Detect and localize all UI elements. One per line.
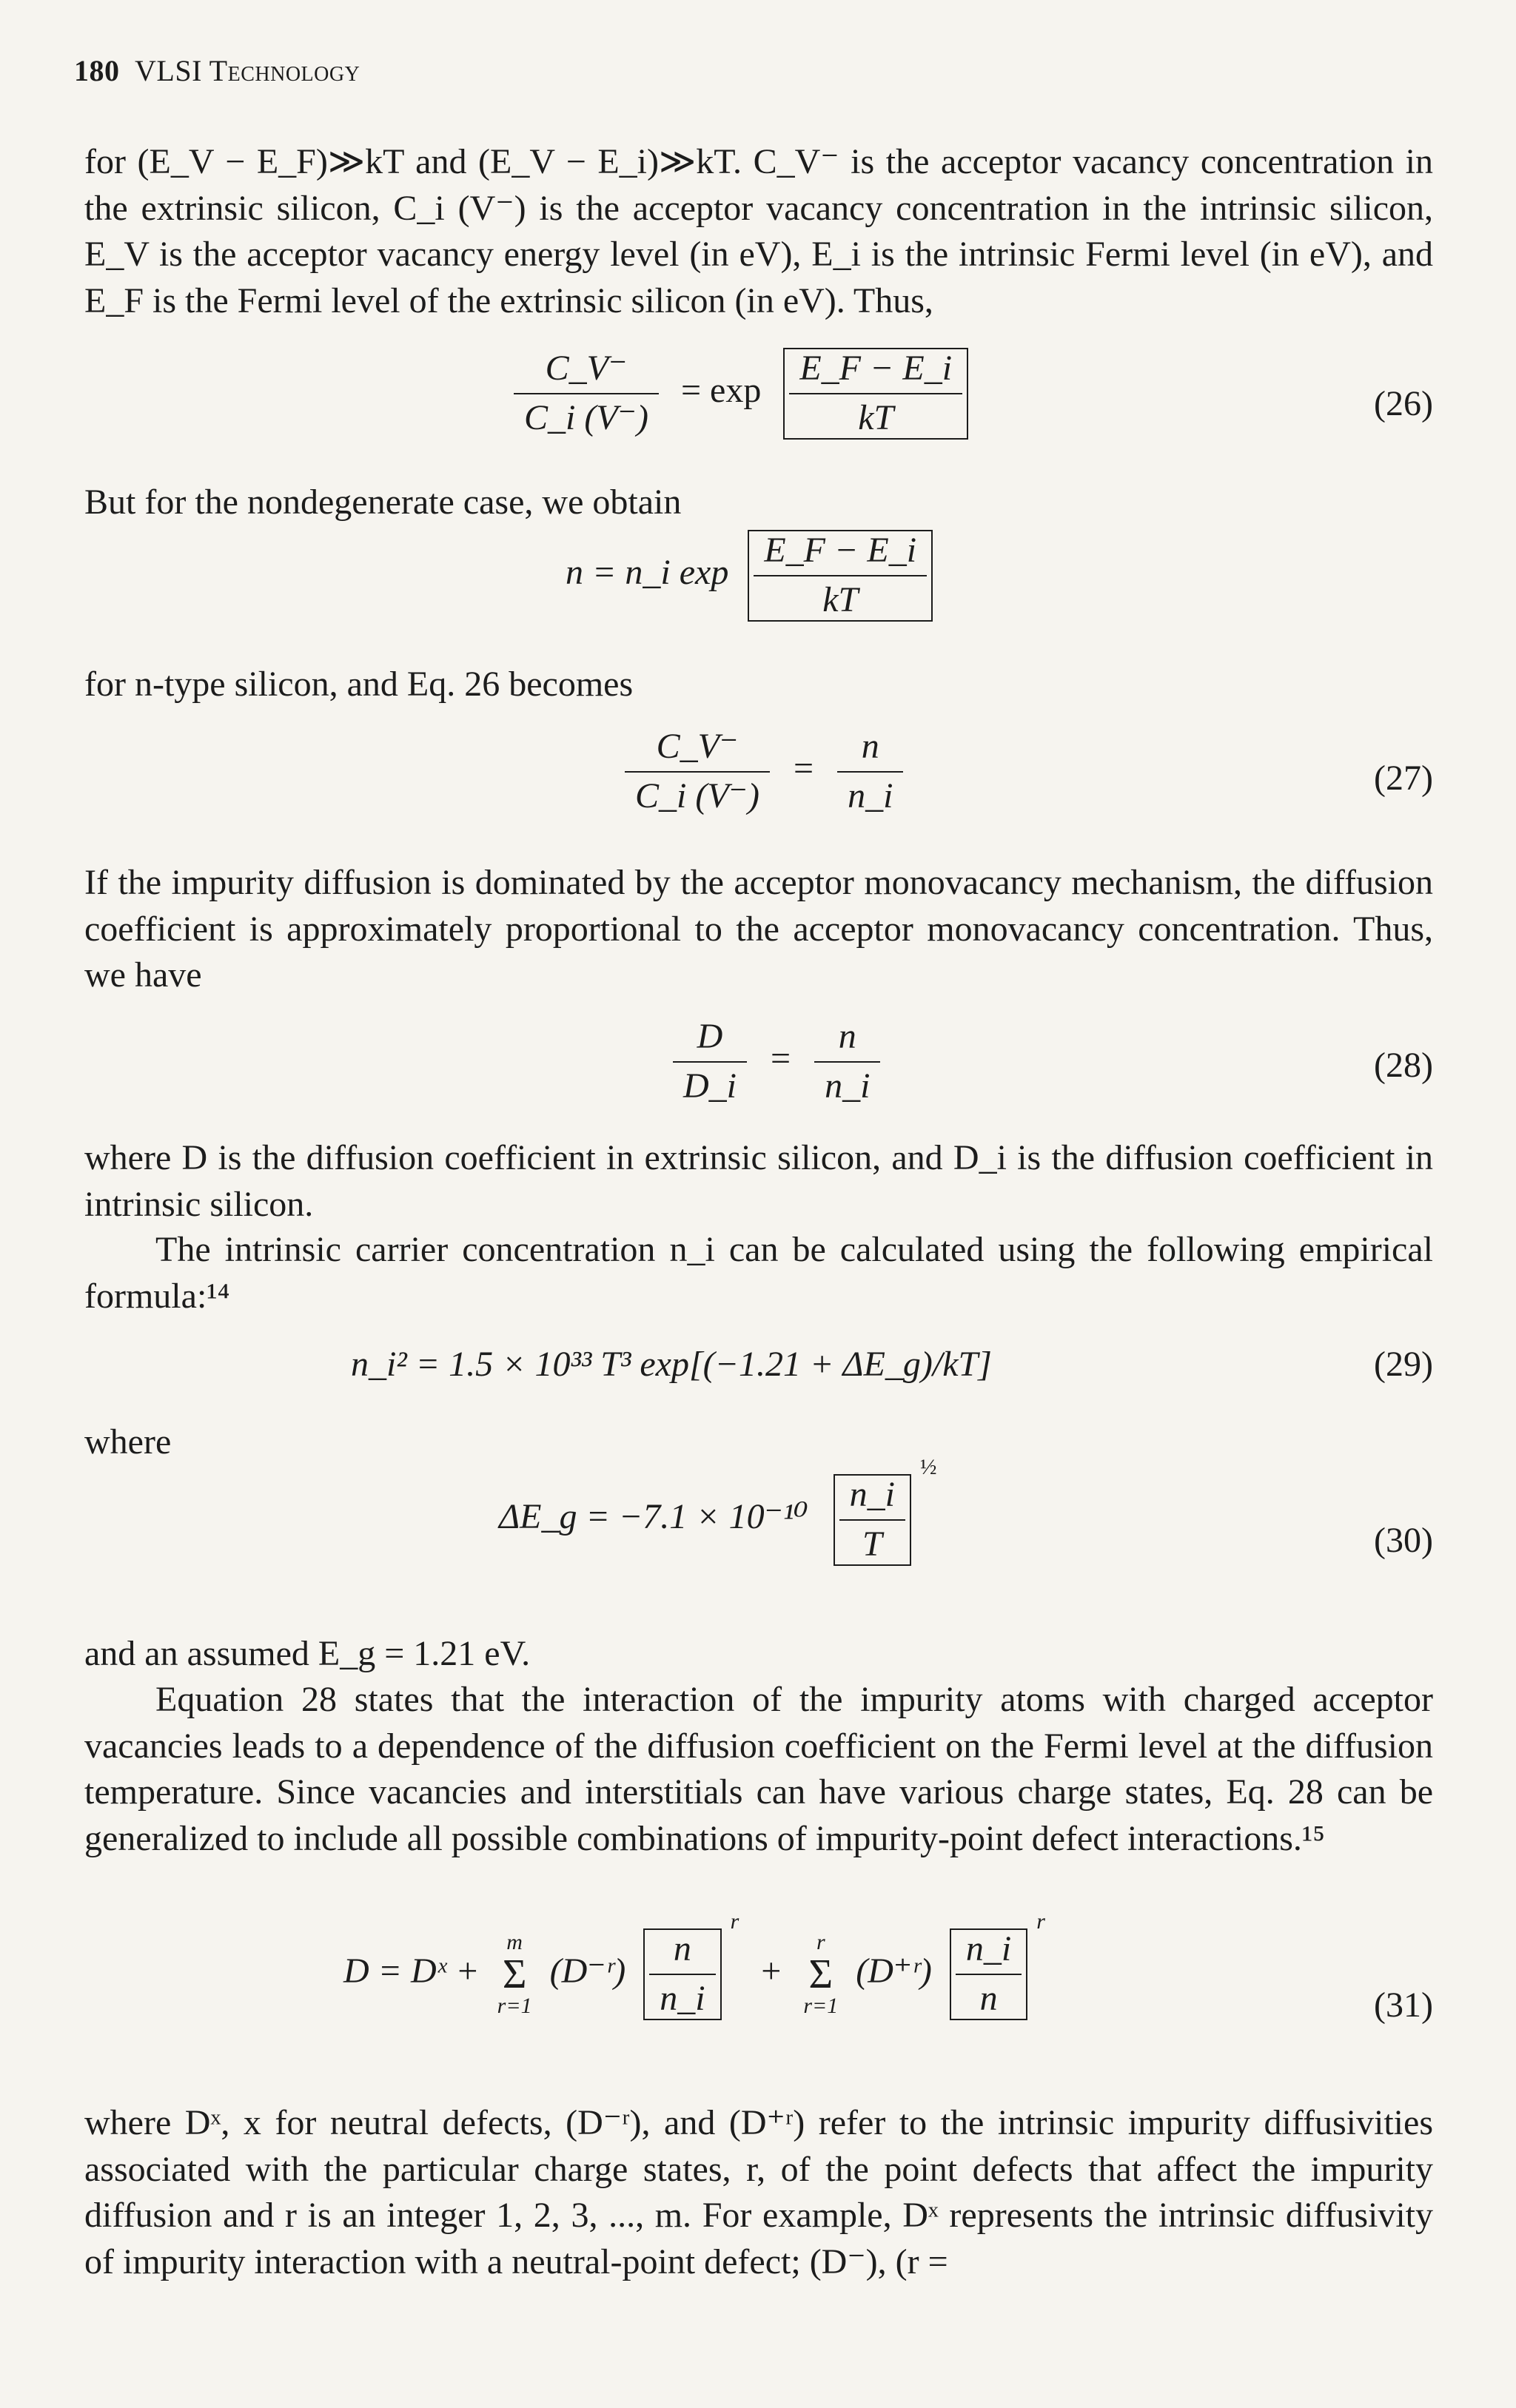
eq26-lhs-fraction: $\frac{C\_V^-}{C\_i (V^-)}$ xyxy=(514,349,659,438)
eq-n-bracket: $\frac{E\_F - E\_i}{kT}$ xyxy=(748,530,933,622)
eq26-bracket: $\frac{E\_F - E\_i}{kT}$ xyxy=(783,348,968,440)
page-number: 180 xyxy=(74,54,120,87)
equation-number-27: (27) xyxy=(1374,759,1433,798)
equation-n: n = n_i exp $\frac{E\_F - E\_i}{kT}$ xyxy=(84,522,1433,648)
paragraph-3: for n-type silicon, and Eq. 26 becomes xyxy=(84,665,634,704)
paragraph-2: But for the nondegenerate case, we obtain xyxy=(84,482,682,522)
paragraph-1: for (E_V − E_F)≫kT and (E_V − E_i)≫kT. C_V⁻ is the acceptor vacancy concentration in the extrinsic silicon, C_i (V⁻) is the acceptor vacancy concentration in the intrinsic silicon, E_V is the acceptor vacancy energy level (in eV), E_i is the intrinsic Fermi level (in eV), and E_F is the Fermi level of the extrinsic silicon (in eV). Thus, xyxy=(84,142,1433,320)
sum-1: m Σ r=1 xyxy=(497,1929,532,2018)
running-title: VLSI Technology xyxy=(135,54,360,87)
paragraph-4: If the impurity diffusion is dominated by the acceptor monovacancy mechanism, the diffusion coefficient is approximately proportional to the acceptor monovacancy concentration. Thus, we have xyxy=(84,863,1433,995)
equation-number-29: (29) xyxy=(1374,1345,1433,1384)
paragraph-9: Equation 28 states that the interaction of the impurity atoms with charged acceptor vacancies leads to a dependence of the diffusion coefficient on the Fermi level at the diffusion temperature. Since vacancies and interstitials can have various charge states, Eq. 28 can be generalized to include all possible combinations of impurity-point defect interactions.¹⁵ xyxy=(84,1680,1433,1858)
equation-number-31: (31) xyxy=(1374,1985,1433,2025)
paragraph-8: and an assumed E_g = 1.21 eV. xyxy=(84,1634,531,1673)
sum-2: r Σ r=1 xyxy=(803,1929,839,2018)
paragraph-6: The intrinsic carrier concentration n_i can be calculated using the following empirical formula:¹⁴ xyxy=(84,1230,1433,1316)
equation-31: D = Dˣ + m Σ r=1 (D⁻ʳ) $\frac{n}{n\_i}$ $^r$ + r Σ r=1 (D⁺ʳ) $\frac{n\_i}{n}$ $^r$ (31) xyxy=(343,1908,1433,2025)
equation-number-30: (30) xyxy=(1374,1521,1433,1560)
equation-number-26: (26) xyxy=(1374,384,1433,423)
equation-27: $\frac{C\_V^-}{C\_i (V^-)}$ = $\frac{n}{n\_i}$ (27) xyxy=(84,724,1433,850)
paragraph-5: where D is the diffusion coefficient in extrinsic silicon, and D_i is the diffusion coefficient in intrinsic silicon. xyxy=(84,1138,1433,1224)
equation-28: $\frac{D}{D\_i}$ = $\frac{n}{n\_i}$ (28) xyxy=(84,1014,1433,1132)
equation-26: $\frac{C\_V^-}{C\_i (V^-)}$ = exp $\frac{E\_F - E\_i}{kT}$ (26) xyxy=(84,333,1433,466)
eq30-bracket: $\frac{n\_i}{T}$ xyxy=(834,1474,911,1566)
equation-29: n_i² = 1.5 × 10³³ T³ exp[(−1.21 + ΔE_g)/kT] (29) xyxy=(351,1345,1433,1384)
paragraph-7: where xyxy=(84,1422,172,1462)
equation-30: ΔE_g = −7.1 × 10⁻¹⁰ $\frac{n\_i}{T}$ $^{\frac{1}{2}}$ (30) xyxy=(84,1459,1433,1607)
equation-number-28: (28) xyxy=(1374,1046,1433,1085)
paragraph-10: where Dˣ, x for neutral defects, (D⁻ʳ), and (D⁺ʳ) refer to the intrinsic impurity diffusivities associated with the particular charge states, r, of the point defects that affect the impurity diffusion and r is an integer 1, 2, 3, ..., m. For example, Dˣ represents the intrinsic diffusivity of impurity interaction with a neutral-point defect; (D⁻), (r = xyxy=(84,2103,1433,2281)
running-header xyxy=(74,53,360,88)
